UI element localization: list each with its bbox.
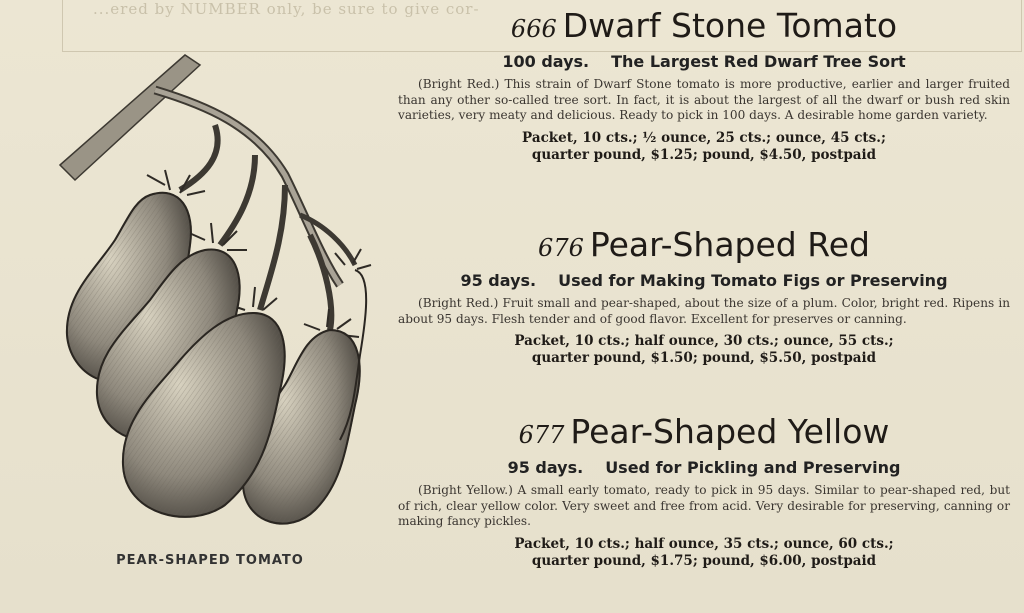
illustration-caption: PEAR-SHAPED TOMATO — [116, 553, 304, 568]
product-tagline: Used for Making Tomato Figs or Preserving — [558, 271, 948, 290]
price-line-1: Packet, 10 cts.; ½ ounce, 25 cts.; ounce, 45 cts.; — [522, 129, 886, 146]
product-heading — [398, 4, 1010, 51]
product-name: Pear-Shaped Red — [589, 225, 870, 264]
product-days: 95 days. — [507, 458, 584, 477]
price-line-2: quarter pound, $1.50; pound, $5.50, postpaid — [531, 350, 877, 366]
pear-shaped-tomato-engraving — [55, 45, 385, 565]
price-line-1: Packet, 10 cts.; half ounce, 35 cts.; ounce, 60 cts.; — [514, 535, 894, 552]
price-line-2: quarter pound, $1.25; pound, $4.50, postpaid — [531, 146, 877, 163]
price-line-1: Packet, 10 cts.; half ounce, 30 cts.; ounce, 55 cts.; — [514, 333, 894, 349]
product-entry — [398, 410, 1010, 570]
product-entry — [398, 4, 1010, 164]
product-heading — [398, 410, 1010, 457]
product-number: 676 — [538, 234, 584, 262]
product-number: 677 — [518, 421, 565, 449]
product-name: Pear-Shaped Yellow — [570, 412, 890, 451]
product-subheading — [398, 270, 1010, 292]
price-line-2: quarter pound, $1.75; pound, $6.00, postpaid — [531, 552, 877, 569]
product-days: 100 days. — [502, 52, 590, 71]
product-number: 666 — [510, 15, 557, 43]
product-tagline: The Largest Red Dwarf Tree Sort — [611, 52, 906, 71]
product-name: Dwarf Stone Tomato — [562, 6, 898, 45]
product-description: (Bright Yellow.) A small early tomato, ready to pick in 95 days. Similar to pear-shaped red, but of rich, clear yellow color. Very sweet and free from acid. Very desirable for preserving, canning or making fancy pickles. — [398, 483, 1010, 528]
product-days: 95 days. — [460, 271, 537, 290]
faded-header-text: ...ered by NUMBER only, be sure to give cor- — [93, 0, 480, 18]
product-tagline: Used for Pickling and Preserving — [605, 458, 901, 477]
product-subheading — [398, 457, 1010, 479]
product-description: (Bright Red.) Fruit small and pear-shaped, about the size of a plum. Color, bright red. Ripens in about 95 days. Flesh tender and of good flavor. Excellent for preserves or canning. — [398, 296, 1010, 326]
product-description: (Bright Red.) This strain of Dwarf Stone tomato is more productive, earlier and larger fruited than any other so-called tree sort. In fact, it is about the largest of all the dwarf or bush red skin varieties, very meaty and delicious. Ready to pick in 100 days. A desirable home garden variety. — [398, 77, 1010, 122]
product-heading — [398, 223, 1010, 270]
product-subheading — [398, 51, 1010, 73]
product-entry — [398, 223, 1010, 367]
